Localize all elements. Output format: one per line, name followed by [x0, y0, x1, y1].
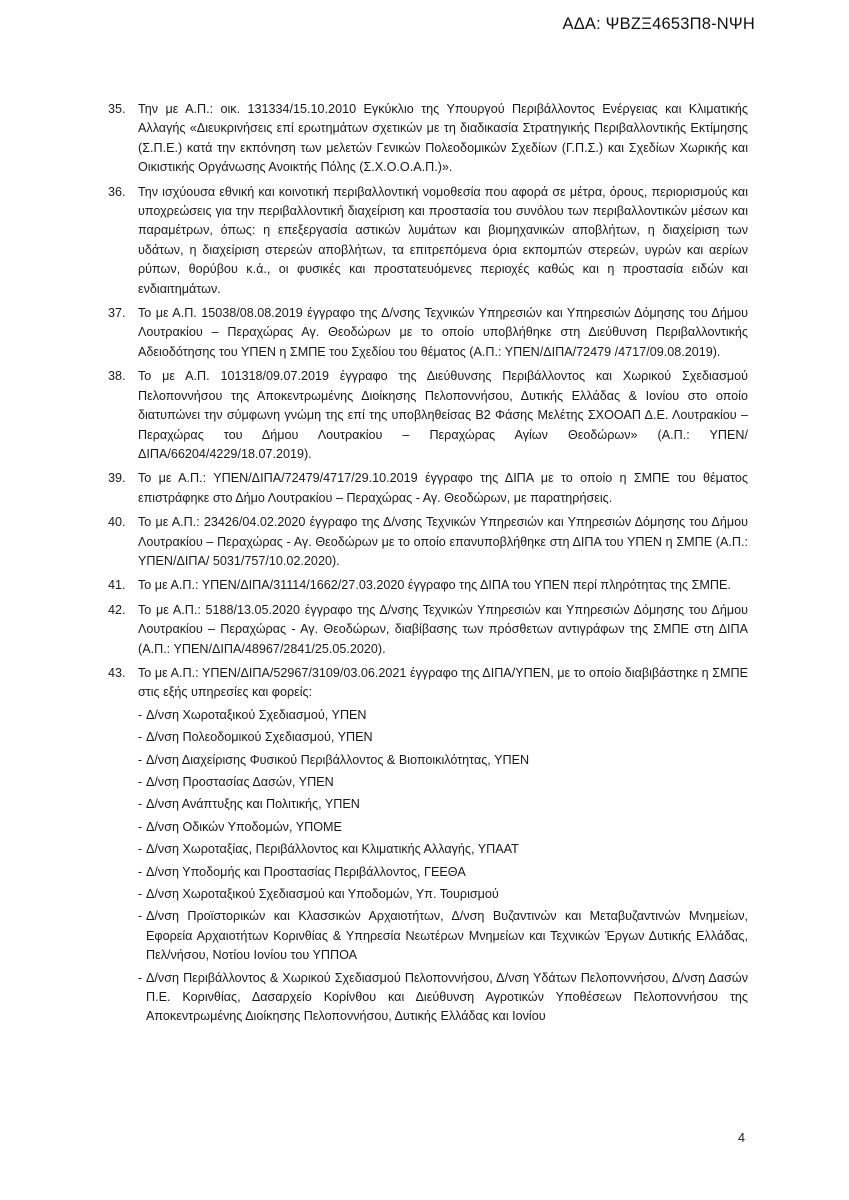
recipient-item: [108, 818, 748, 837]
recipient-item: [108, 840, 748, 859]
recipient-text: Δ/νση Προϊστορικών και Κλασσικών Αρχαιοτήτων, Δ/νση Βυζαντινών και Μεταβυζαντινών Μνημείων, Εφορεία Αρχαιοτήτων Κορινθίας & Υπηρεσία Νεωτέρων Μνημείων και Τεχνικών Έργων Δυτικής Ελλάδας, Πελ/νήσου, Νοτίου Ιονίου του ΥΠΠΟΑ: [146, 909, 748, 963]
recipient-text: Δ/νση Οδικών Υποδομών, ΥΠΟΜΕ: [146, 819, 342, 834]
recipient-item: [108, 885, 748, 904]
item-number: 35.: [108, 102, 126, 116]
item-number: 42.: [108, 602, 126, 617]
recipient-item: [108, 751, 748, 770]
recipient-item: [108, 863, 748, 882]
dash-bullet: -: [138, 909, 143, 924]
list-item: [108, 576, 748, 595]
dash-bullet: -: [138, 970, 143, 985]
dash-bullet: -: [138, 819, 143, 834]
list-item: [108, 100, 748, 178]
recipient-text: Δ/νση Υποδομής και Προστασίας Περιβάλλοντος, ΓΕΕΘΑ: [146, 864, 466, 879]
item-number: 38.: [108, 369, 126, 384]
list-item: [108, 367, 748, 464]
page-number: 4: [738, 1131, 746, 1145]
item-text: Το με Α.Π. 15038/08.08.2019 έγγραφο της Δ/νσης Τεχνικών Υπηρεσιών και Υπηρεσιών Δόμησης του Δήμου Λουτρακίου – Περαχώρας Αγ. Θεοδώρων με το οποίο υποβλήθηκε στη Διεύθυνση Περιβαλλοντικής Αδειοδότησης του ΥΠΕΝ η ΣΜΠΕ του Σχεδίου του θέματος (Α.Π.: ΥΠΕΝ/ΔΙΠΑ/72479 /4717/09.08.2019).: [138, 306, 748, 359]
recipient-text: Δ/νση Περιβάλλοντος & Χωρικού Σχεδιασμού Πελοποννήσου, Δ/νση Υδάτων Πελοποννήσου, Δ/νση Δασών Π.Ε. Κορινθίας, Δασαρχείο Κορίνθου και Διεύθυνση Αγροτικών Υποθέσεων Πελοποννήσου της Αποκεντρωμένης Διοίκησης Πελοποννήσου, Δυτικής Ελλάδας και Ιονίου: [146, 970, 748, 1024]
recipient-text: Δ/νση Χωροταξικού Σχεδιασμού και Υποδομών, Υπ. Τουρισμού: [146, 887, 499, 902]
dash-bullet: -: [138, 775, 143, 789]
dash-bullet: -: [138, 730, 143, 745]
list-item: [108, 664, 748, 703]
recipient-text: Δ/νση Πολεοδομικού Σχεδιασμού, ΥΠΕΝ: [146, 730, 373, 745]
recipient-item: [108, 907, 748, 965]
item-number: 37.: [108, 306, 126, 321]
recipient-item: [108, 969, 748, 1027]
dash-bullet: -: [138, 707, 143, 722]
item-text: Την με Α.Π.: οικ. 131334/15.10.2010 Εγκύκλιο της Υπουργού Περιβάλλοντος Ενέργειας και Κλιματικής Αλλαγής «Διευκρινήσεις επί ερωτημάτων σχετικών με τη διαδικασία Στρατηγικής Περιβαλλοντικής Εκτίμησης (Σ.Π.Ε.) κατά την εκπόνηση των μελετών Γενικών Πολεοδομικών Σχεδίων (Γ.Π.Σ.) και Σχεδίων Χωρικής και Οικιστικής Οργάνωσης Ανοικτής Πόλης (Σ.Χ.Ο.Ο.Α.Π.)».: [138, 102, 748, 175]
item-text: Το με Α.Π. 101318/09.07.2019 έγγραφο της Διεύθυνσης Περιβάλλοντος και Χωρικού Σχεδιασμού Πελοποννήσου της Αποκεντρωμένης Διοίκησης Πελοποννήσου, Δυτικής Ελλάδας & Ιονίου στο οποίο διατυπώνει την σύμφωνη γνώμη της επί της υποβληθείσας Β2 Φάσης Μελέτης ΣΧΟΟΑΠ Δ.Ε. Λουτρακίου – Περαχώρας του Δήμου Λουτρακίου – Περαχώρας Αγίων Θεοδώρων» (Α.Π.: ΥΠΕΝ/ΔΙΠΑ/66204/4229/18.07.2019).: [138, 369, 748, 461]
recipient-list: [108, 706, 748, 1027]
list-item: [108, 304, 748, 362]
recipient-text: Δ/νση Χωροταξίας, Περιβάλλοντος και Κλιματικής Αλλαγής, ΥΠΑΑΤ: [146, 842, 519, 857]
item-number: 36.: [108, 184, 126, 199]
item-number: 40.: [108, 515, 126, 530]
dash-bullet: -: [138, 864, 143, 879]
recipient-item: [108, 795, 748, 814]
recipient-item: [108, 773, 748, 792]
recipient-text: Δ/νση Προστασίας Δασών, ΥΠΕΝ: [146, 775, 334, 789]
item-number: 39.: [108, 471, 126, 486]
item-text: Την ισχύουσα εθνική και κοινοτική περιβαλλοντική νομοθεσία που αφορά σε μέτρα, όρους, περιορισμούς και υποχρεώσεις για την περιβαλλοντική διαχείριση και προστασία του συνόλου των περιβαλλοντικών μέσων και παραμέτρων, όπως: η επεξεργασία αστικών λυμάτων και βιομηχανικών αποβλήτων, η διαχείριση των υδάτων, η διαχείριση στερεών αποβλήτων, τα επιτρεπόμενα όρια εκπομπών στερεών, υγρών και αερίων ρύπων, θορύβου κ.ά., οι φυσικές και προστατευόμενες περιοχές καθώς και η προστασία ειδών και ενδιαιτημάτων.: [138, 184, 748, 296]
item-text: Το με Α.Π.: ΥΠΕΝ/ΔΙΠΑ/31114/1662/27.03.2020 έγγραφο της ΔΙΠΑ του ΥΠΕΝ περί πληρότητας της ΣΜΠΕ.: [138, 578, 731, 593]
recipient-item: [108, 728, 748, 747]
recipient-text: Δ/νση Διαχείρισης Φυσικού Περιβάλλοντος & Βιοποικιλότητας, ΥΠΕΝ: [146, 752, 530, 767]
item-text: Το με Α.Π.: ΥΠΕΝ/ΔΙΠΑ/72479/4717/29.10.2019 έγγραφο της ΔΙΠΑ με το οποίο η ΣΜΠΕ του θέματος επιστράφηκε στο Δήμο Λουτρακίου – Περαχώρας - Αγ. Θεοδώρων, με παρατηρήσεις.: [138, 471, 748, 505]
recipient-text: Δ/νση Ανάπτυξης και Πολιτικής, ΥΠΕΝ: [146, 797, 360, 812]
recipient-text: Δ/νση Χωροταξικού Σχεδιασμού, ΥΠΕΝ: [146, 707, 367, 722]
dash-bullet: -: [138, 842, 143, 857]
item-number: 43.: [108, 665, 126, 680]
item-text: Το με Α.Π.: 5188/13.05.2020 έγγραφο της Δ/νσης Τεχνικών Υπηρεσιών και Υπηρεσιών Δόμησης του Δήμου Λουτρακίου – Περαχώρας - Αγ. Θεοδώρων, διαβίβασης των πρόσθετων αντιγράφων της ΣΜΠΕ στη ΔΙΠΑ (Α.Π.: ΥΠΕΝ/ΔΙΠΑ/48967/2841/25.05.2020).: [138, 602, 748, 656]
document-body: [108, 100, 748, 1032]
dash-bullet: -: [138, 887, 143, 902]
ada-code: ΑΔΑ: ΨΒΖΞ4653Π8-ΝΨΗ: [562, 15, 755, 33]
list-item: [108, 601, 748, 659]
item-text: Το με Α.Π.: ΥΠΕΝ/ΔΙΠΑ/52967/3109/03.06.2021 έγγραφο της ΔΙΠΑ/ΥΠΕΝ, με το οποίο διαβιβάστηκε η ΣΜΠΕ στις εξής υπηρεσίες και φορείς:: [138, 665, 748, 700]
list-item: [108, 513, 748, 571]
recipient-item: [108, 706, 748, 725]
item-text: Το με Α.Π.: 23426/04.02.2020 έγγραφο της Δ/νσης Τεχνικών Υπηρεσιών και Υπηρεσιών Δόμησης του Δήμου Λουτρακίου – Περαχώρας - Αγ. Θεοδώρων με το οποίο επανυποβλήθηκε στη ΔΙΠΑ του ΥΠΕΝ η ΣΜΠΕ (Α.Π.: ΥΠΕΝ/ΔΙΠΑ/ 5031/757/10.02.2020).: [138, 515, 748, 568]
dash-bullet: -: [138, 797, 143, 812]
list-item: [108, 469, 748, 508]
list-item: [108, 183, 748, 299]
item-number: 41.: [108, 578, 126, 593]
dash-bullet: -: [138, 752, 143, 767]
